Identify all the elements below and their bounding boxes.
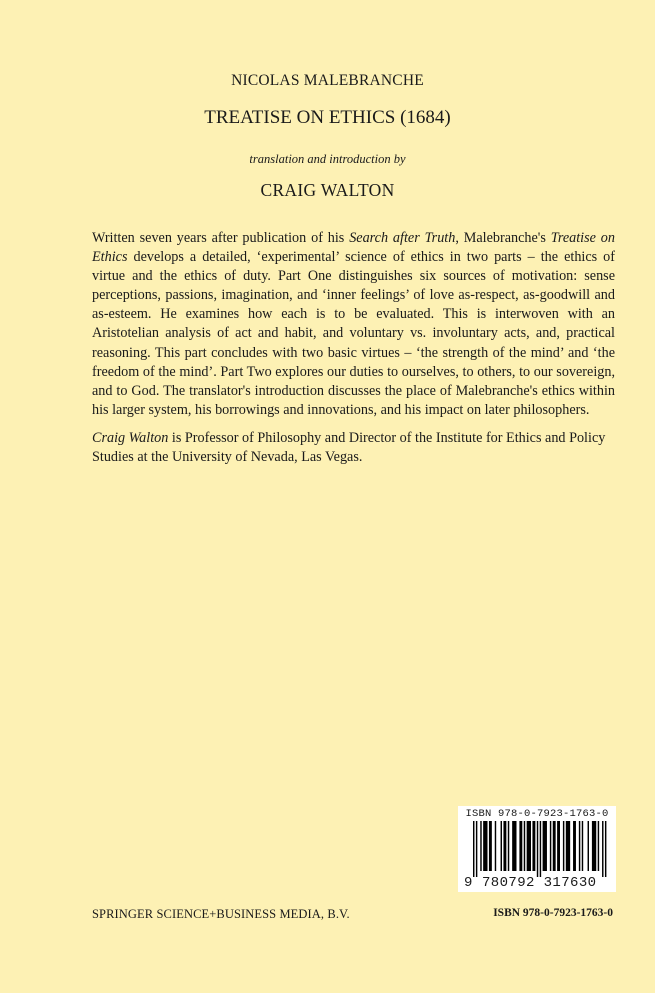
barcode-bar bbox=[537, 821, 538, 877]
barcode-bar bbox=[483, 821, 487, 871]
barcode-bar bbox=[582, 821, 583, 871]
barcode-bar bbox=[501, 821, 502, 871]
description-treatise-title: Treatise on Ethics bbox=[92, 230, 615, 266]
barcode-bar bbox=[557, 821, 560, 871]
barcode-bar bbox=[532, 821, 535, 871]
description-search-title: Search after Truth bbox=[349, 230, 456, 246]
barcode-bar bbox=[524, 821, 525, 871]
barcode-bar bbox=[553, 821, 556, 871]
barcode-bar bbox=[602, 821, 603, 877]
barcode-bar bbox=[550, 821, 551, 871]
description-part-3: develops a detailed, ‘experimental’ science of ethics in two parts – the ethics of virtue and the ethics of duty. Part One distinguishes six sources of motivation: sense perceptions, passions, imagination, and ‘inner feelings’ of love as-respect, as-goodwill and as-esteem. He examines how each is to be evaluated. This is interwoven with an Aristotelian analysis of act and habit, and voluntary vs. involuntary acts, and, practical reasoning. This part concludes with two basic virtues – ‘the strength of the mind’ and ‘the freedom of the mind’. Part Two explores our duties to ourselves, to others, to our sovereign, and to God. The translator's introduction discusses the place of Malebranche's ethics within his larger system, his borrowings and innovations, and his impact on later philosophers. bbox=[92, 249, 615, 418]
barcode-bar bbox=[573, 821, 576, 871]
barcode-isbn-label: ISBN 978-0-7923-1763-0 bbox=[465, 808, 609, 820]
translator-name: CRAIG WALTON bbox=[260, 180, 395, 200]
barcode-bar bbox=[540, 821, 541, 877]
barcode-bar bbox=[503, 821, 506, 871]
barcode-digit-groups: 780792 317630 bbox=[482, 875, 597, 891]
barcode-bar bbox=[543, 821, 547, 871]
barcode-bar bbox=[512, 821, 516, 871]
translation-credit: translation and introduction by bbox=[249, 152, 406, 166]
barcode-bar bbox=[527, 821, 531, 871]
isbn-number: ISBN 978-0-7923-1763-0 bbox=[493, 907, 613, 919]
barcode-icon bbox=[461, 821, 613, 877]
barcode-box bbox=[458, 806, 616, 892]
barcode-bar bbox=[519, 821, 522, 871]
barcode-bar bbox=[480, 821, 481, 871]
barcode-bar bbox=[563, 821, 564, 871]
barcode-bar bbox=[495, 821, 496, 871]
barcode-bar bbox=[473, 821, 474, 877]
barcode-bar bbox=[605, 821, 606, 877]
bio-text: is Professor of Philosophy and Director of the Institute for Ethics and Policy Studies at the University of Nevada, Las Vegas. bbox=[92, 430, 606, 466]
barcode-bar bbox=[592, 821, 596, 871]
barcode-bar bbox=[579, 821, 580, 871]
barcode-bar bbox=[588, 821, 589, 871]
barcode-bar bbox=[566, 821, 570, 871]
barcode-bar bbox=[508, 821, 509, 871]
book-title: TREATISE ON ETHICS (1684) bbox=[204, 107, 451, 128]
description-part-2: , Malebranche's bbox=[455, 230, 551, 246]
publisher-name: SPRINGER SCIENCE+BUSINESS MEDIA, B.V. bbox=[92, 907, 350, 921]
barcode-bar bbox=[476, 821, 477, 877]
barcode-bar bbox=[489, 821, 492, 871]
author-name: NICOLAS MALEBRANCHE bbox=[231, 72, 424, 89]
book-description bbox=[92, 229, 615, 420]
description-part-1: Written seven years after publication of his bbox=[92, 230, 350, 246]
barcode-first-digit: 9 bbox=[464, 875, 473, 891]
barcode-bar bbox=[598, 821, 599, 871]
bio-name: Craig Walton bbox=[92, 430, 169, 446]
translator-bio bbox=[92, 429, 615, 467]
